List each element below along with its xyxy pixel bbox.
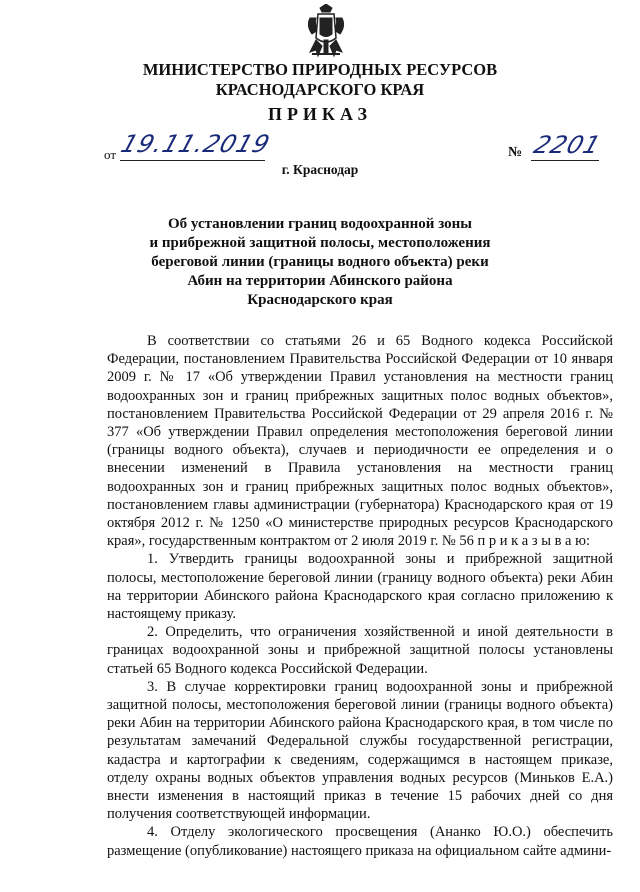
- clause-4: 4. Отделу экологического просвещения (Ананко Ю.О.) обеспечить размещение (опубликование) настоящего приказа на официальном сайте админи-: [107, 824, 613, 859]
- clause-1: 1. Утвердить границы водоохранной зоны и прибрежной защитной полосы, местоположение береговой линии (границу водного объекта) реки Абин на территории Абинского района Краснодарского края согласно приложению к настоящему приказу.: [107, 551, 613, 623]
- subject-line: береговой линии (границы водного объекта) реки: [151, 254, 489, 270]
- ministry-name-line2: КРАСНОДАРСКОГО КРАЯ: [215, 80, 425, 99]
- subject-line: Краснодарского края: [247, 292, 393, 308]
- coat-of-arms-emblem: [302, 4, 350, 58]
- city-label: г. Краснодар: [281, 162, 359, 177]
- date-label: от: [104, 147, 117, 162]
- document-body: [107, 332, 613, 860]
- document-type-title: ПРИКАЗ: [267, 104, 373, 124]
- clause-2: 2. Определить, что ограничения хозяйственной и иной деятельности в границах водоохранной зоны и прибрежной защитной полосы установлены статьей 65 Водного кодекса Российской Федерации.: [107, 624, 613, 677]
- handwritten-number: 2201: [530, 131, 605, 159]
- document-subject: [120, 215, 520, 310]
- number-label: №: [508, 145, 523, 160]
- ministry-name-line1: МИНИСТЕРСТВО ПРИРОДНЫХ РЕСУРСОВ: [142, 60, 498, 79]
- date-underline: [120, 160, 265, 161]
- subject-line: и прибрежной защитной полосы, местоположения: [149, 235, 491, 251]
- subject-line: Абин на территории Абинского района: [187, 273, 453, 289]
- handwritten-date: 19.11.2019: [117, 130, 274, 158]
- subject-line: Об установлении границ водоохранной зоны: [167, 216, 472, 232]
- preamble-paragraph: В соответствии со статьями 26 и 65 Водного кодекса Российской Федерации, постановлением Правительства Российской Федерации от 10 января 2009 г. № 17 «Об утверждении Правил установления на местности границ водоохранных зон и границ прибрежных защитных полос водных объектов», постановлением Правительства Российской Федерации от 29 апреля 2016 г. № 377 «Об утверждении Правил определения местоположения береговой линии (границы водного объекта), случаев и периодичности ее определения и о внесении изменений в Правила установления на местности границ водоохранных зон и границ прибрежных защитных полос водных объектов», постановлением главы администрации (губернатора) Краснодарского края от 19 октября 2012 г. № 1250 «О министерстве природных ресурсов Краснодарского края», государственным контрактом от 2 июля 2019 г. № 56 п р и к а з ы в а ю:: [107, 333, 613, 550]
- number-underline: [531, 160, 599, 161]
- clause-3: 3. В случае корректировки границ водоохранной зоны и прибрежной защитной полосы, местоположения береговой линии (границы водного объекта) реки Абин на территории Абинского района Краснодарского края, в том числе по результатам замечаний Федеральной службы государственной регистрации, кадастра и картографии к сведениям, содержащимся в настоящем приказе, отделу охраны водных объектов управления водных ресурсов (Миньков Е.А.) внести изменения в настоящий приказ в течение 15 рабочих дней со дня получения соответствующей информации.: [107, 678, 613, 823]
